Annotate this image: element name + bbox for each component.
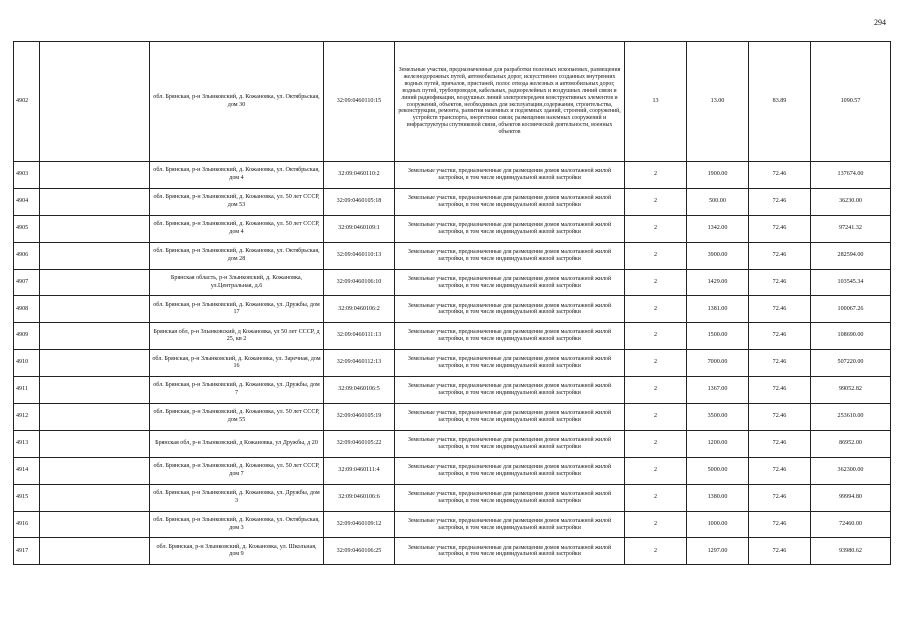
cadastral-value-cell: 507220.00 xyxy=(811,350,891,377)
rate-cell: 72.46 xyxy=(749,377,811,404)
cadastral-value-cell: 97241.32 xyxy=(811,215,891,242)
area-cell: 1297.00 xyxy=(687,538,749,565)
page-number: 294 xyxy=(874,18,886,27)
category-cell: 2 xyxy=(625,162,687,189)
cadastral-number-cell: 32:09:0460109:1 xyxy=(324,215,395,242)
table-row xyxy=(14,215,891,242)
rate-cell: 72.46 xyxy=(749,188,811,215)
table-row xyxy=(14,430,891,457)
area-cell: 7000.00 xyxy=(687,350,749,377)
address-cell: Брянская обл, р-н Злынковский, д Кожановка, ул 50 лет СССР, д 25, кв 2 xyxy=(150,323,324,350)
empty-cell xyxy=(40,404,150,431)
table-row xyxy=(14,162,891,189)
address-cell: обл. Брянская, р-н Злынковский, д. Кожановка, ул. Октябрьская, дом 30 xyxy=(150,42,324,162)
cadastral-value-cell: 137674.00 xyxy=(811,162,891,189)
cadastral-number-cell: 32:09:0460105:18 xyxy=(324,188,395,215)
category-cell: 2 xyxy=(625,269,687,296)
empty-cell xyxy=(40,538,150,565)
land-use-cell: Земельные участки, предназначенные для размещения домов малоэтажной жилой застройки, в том числе индивидуальной жилой застройки xyxy=(395,296,625,323)
land-register-table xyxy=(13,41,891,565)
category-cell: 2 xyxy=(625,215,687,242)
cadastral-number-cell: 32:09:0460110:13 xyxy=(324,242,395,269)
row-number: 4910 xyxy=(14,350,40,377)
area-cell: 1380.00 xyxy=(687,484,749,511)
category-cell: 2 xyxy=(625,350,687,377)
land-use-cell: Земельные участки, предназначенные для размещения домов малоэтажной жилой застройки, в том числе индивидуальной жилой застройки xyxy=(395,215,625,242)
area-cell: 5000.00 xyxy=(687,457,749,484)
empty-cell xyxy=(40,42,150,162)
cadastral-value-cell: 36230.00 xyxy=(811,188,891,215)
table-row xyxy=(14,269,891,296)
area-cell: 1000.00 xyxy=(687,511,749,538)
category-cell: 2 xyxy=(625,511,687,538)
empty-cell xyxy=(40,269,150,296)
address-cell: Брянская область, р-н Злынковский, д. Кожановка, ул.Центральная, д.6 xyxy=(150,269,324,296)
table-row xyxy=(14,511,891,538)
cadastral-value-cell: 86952.00 xyxy=(811,430,891,457)
cadastral-number-cell: 32:09:0460112:13 xyxy=(324,350,395,377)
rate-cell: 72.46 xyxy=(749,457,811,484)
address-cell: обл. Брянская, р-н Злынковский, д. Кожановка, ул. Дружбы, дом 7 xyxy=(150,377,324,404)
table-row xyxy=(14,188,891,215)
cadastral-value-cell: 108690.00 xyxy=(811,323,891,350)
area-cell: 3500.00 xyxy=(687,404,749,431)
land-use-cell: Земельные участки, предназначенные для размещения домов малоэтажной жилой застройки, в том числе индивидуальной жилой застройки xyxy=(395,430,625,457)
rate-cell: 72.46 xyxy=(749,511,811,538)
address-cell: обл. Брянская, р-н Злынковский, д. Кожановка, ул. 50 лет СССР, дом 7 xyxy=(150,457,324,484)
rate-cell: 72.46 xyxy=(749,323,811,350)
empty-cell xyxy=(40,430,150,457)
area-cell: 1200.00 xyxy=(687,430,749,457)
area-cell: 1367.00 xyxy=(687,377,749,404)
area-cell: 1381.00 xyxy=(687,296,749,323)
rate-cell: 72.46 xyxy=(749,269,811,296)
rate-cell: 72.46 xyxy=(749,242,811,269)
empty-cell xyxy=(40,323,150,350)
land-use-cell: Земельные участки, предназначенные для размещения домов малоэтажной жилой застройки, в том числе индивидуальной жилой застройки xyxy=(395,188,625,215)
area-cell: 1342.00 xyxy=(687,215,749,242)
land-use-cell: Земельные участки, предназначенные для размещения домов малоэтажной жилой застройки, в том числе индивидуальной жилой застройки xyxy=(395,323,625,350)
category-cell: 13 xyxy=(625,42,687,162)
cadastral-value-cell: 1090.57 xyxy=(811,42,891,162)
land-use-cell: Земельные участки, предназначенные для размещения домов малоэтажной жилой застройки, в том числе индивидуальной жилой застройки xyxy=(395,350,625,377)
land-use-cell: Земельные участки, предназначенные для размещения домов малоэтажной жилой застройки, в том числе индивидуальной жилой застройки xyxy=(395,457,625,484)
address-cell: обл. Брянская, р-н Злынковский, д. Кожановка, ул. Школьная, дом 9 xyxy=(150,538,324,565)
cadastral-number-cell: 32:09:0460106:5 xyxy=(324,377,395,404)
empty-cell xyxy=(40,242,150,269)
empty-cell xyxy=(40,215,150,242)
cadastral-number-cell: 32:09:0460105:22 xyxy=(324,430,395,457)
empty-cell xyxy=(40,457,150,484)
cadastral-number-cell: 32:09:0460106:2 xyxy=(324,296,395,323)
cadastral-value-cell: 253610.00 xyxy=(811,404,891,431)
cadastral-number-cell: 32:09:0460110:15 xyxy=(324,42,395,162)
address-cell: обл. Брянская, р-н Злынковский, д. Кожановка, ул. Дружбы, дом 17 xyxy=(150,296,324,323)
table-row xyxy=(14,42,891,162)
address-cell: обл. Брянская, р-н Злынковский, д. Кожановка, ул. 50 лет СССР, дом 55 xyxy=(150,404,324,431)
row-number: 4902 xyxy=(14,42,40,162)
row-number: 4913 xyxy=(14,430,40,457)
cadastral-number-cell: 32:09:0460106:6 xyxy=(324,484,395,511)
table-row xyxy=(14,484,891,511)
cadastral-number-cell: 32:09:0460105:19 xyxy=(324,404,395,431)
address-cell: обл. Брянская, р-н Злынковский, д. Кожановка, ул. Октябрьская, дом 28 xyxy=(150,242,324,269)
table-row xyxy=(14,457,891,484)
category-cell: 2 xyxy=(625,430,687,457)
row-number: 4909 xyxy=(14,323,40,350)
land-use-cell: Земельные участки, предназначенные для размещения домов малоэтажной жилой застройки, в том числе индивидуальной жилой застройки xyxy=(395,269,625,296)
area-cell: 3900.00 xyxy=(687,242,749,269)
cadastral-value-cell: 362300.00 xyxy=(811,457,891,484)
category-cell: 2 xyxy=(625,538,687,565)
cadastral-number-cell: 32:09:0460109:12 xyxy=(324,511,395,538)
rate-cell: 72.46 xyxy=(749,538,811,565)
table-row xyxy=(14,296,891,323)
land-use-cell: Земельные участки, предназначенные для размещения домов малоэтажной жилой застройки, в том числе индивидуальной жилой застройки xyxy=(395,484,625,511)
address-cell: обл. Брянская, р-н Злынковский, д. Кожановка, ул. Дружбы, дом 3 xyxy=(150,484,324,511)
cadastral-number-cell: 32:09:0460111:13 xyxy=(324,323,395,350)
cadastral-number-cell: 32:09:0460111:4 xyxy=(324,457,395,484)
land-use-cell: Земельные участки, предназначенные для размещения домов малоэтажной жилой застройки, в том числе индивидуальной жилой застройки xyxy=(395,404,625,431)
empty-cell xyxy=(40,350,150,377)
row-number: 4914 xyxy=(14,457,40,484)
area-cell: 500.00 xyxy=(687,188,749,215)
cadastral-value-cell: 93980.62 xyxy=(811,538,891,565)
rate-cell: 72.46 xyxy=(749,215,811,242)
cadastral-value-cell: 99994.80 xyxy=(811,484,891,511)
cadastral-number-cell: 32:09:0460106:25 xyxy=(324,538,395,565)
address-cell: обл. Брянская, р-н Злынковский, д. Кожановка, ул. Заречная, дом 16 xyxy=(150,350,324,377)
table-row xyxy=(14,377,891,404)
cadastral-value-cell: 100067.26 xyxy=(811,296,891,323)
cadastral-number-cell: 32:09:0460110:2 xyxy=(324,162,395,189)
row-number: 4905 xyxy=(14,215,40,242)
row-number: 4912 xyxy=(14,404,40,431)
cadastral-number-cell: 32:09:0460106:10 xyxy=(324,269,395,296)
category-cell: 2 xyxy=(625,188,687,215)
table-row xyxy=(14,538,891,565)
category-cell: 2 xyxy=(625,484,687,511)
category-cell: 2 xyxy=(625,323,687,350)
row-number: 4915 xyxy=(14,484,40,511)
land-use-cell: Земельные участки, предназначенные для разработки полезных ископаемых, размещения железнодорожных путей, автомобильных дорог, искусственно созданных внутренних водных путей, причалов, пристаней, полос отвода железных и автомобильных дорог, водных путей, трубопроводов, кабельных, радиорелейных и воздушных линий связи и линий радиофикации, воздушных линий электропередачи конструктивных элементов и сооружений, объектов, необходимых для эксплуатации,содержания, строительства, реконструкции, ремонта, развития наземных и подземных зданий, строений, сооружений, устройств транспорта, энергетики связи; размещения наземных сооружений и инфраструктуры спутниковой связи, объектов космической деятельности, военных объектов xyxy=(395,42,625,162)
area-cell: 13.00 xyxy=(687,42,749,162)
land-use-cell: Земельные участки, предназначенные для размещения домов малоэтажной жилой застройки, в том числе индивидуальной жилой застройки xyxy=(395,162,625,189)
category-cell: 2 xyxy=(625,242,687,269)
land-use-cell: Земельные участки, предназначенные для размещения домов малоэтажной жилой застройки, в том числе индивидуальной жилой застройки xyxy=(395,377,625,404)
table-row xyxy=(14,350,891,377)
area-cell: 1500.00 xyxy=(687,323,749,350)
cadastral-value-cell: 99052.82 xyxy=(811,377,891,404)
land-use-cell: Земельные участки, предназначенные для размещения домов малоэтажной жилой застройки, в том числе индивидуальной жилой застройки xyxy=(395,511,625,538)
address-cell: обл. Брянская, р-н Злынковский, д. Кожановка, ул. 50 лет СССР, дом 4 xyxy=(150,215,324,242)
area-cell: 1429.00 xyxy=(687,269,749,296)
category-cell: 2 xyxy=(625,404,687,431)
land-use-cell: Земельные участки, предназначенные для размещения домов малоэтажной жилой застройки, в том числе индивидуальной жилой застройки xyxy=(395,242,625,269)
area-cell: 1900.00 xyxy=(687,162,749,189)
empty-cell xyxy=(40,484,150,511)
row-number: 4911 xyxy=(14,377,40,404)
rate-cell: 72.46 xyxy=(749,404,811,431)
category-cell: 2 xyxy=(625,457,687,484)
row-number: 4903 xyxy=(14,162,40,189)
category-cell: 2 xyxy=(625,296,687,323)
row-number: 4904 xyxy=(14,188,40,215)
empty-cell xyxy=(40,188,150,215)
cadastral-value-cell: 72460.00 xyxy=(811,511,891,538)
address-cell: обл. Брянская, р-н Злынковский, д. Кожановка, ул. 50 лет СССР, дом 53 xyxy=(150,188,324,215)
rate-cell: 72.46 xyxy=(749,484,811,511)
category-cell: 2 xyxy=(625,377,687,404)
rate-cell: 72.46 xyxy=(749,430,811,457)
table-row xyxy=(14,242,891,269)
rate-cell: 72.46 xyxy=(749,296,811,323)
address-cell: Брянская обл, р-н Злынковский, д Кожановка, ул Дружбы, д 20 xyxy=(150,430,324,457)
rate-cell: 72.46 xyxy=(749,350,811,377)
row-number: 4906 xyxy=(14,242,40,269)
address-cell: обл. Брянская, р-н Злынковский, д. Кожановка, ул. Октябрьская, дом 3 xyxy=(150,511,324,538)
row-number: 4907 xyxy=(14,269,40,296)
empty-cell xyxy=(40,162,150,189)
empty-cell xyxy=(40,511,150,538)
rate-cell: 83.89 xyxy=(749,42,811,162)
table-row xyxy=(14,323,891,350)
row-number: 4916 xyxy=(14,511,40,538)
table-row xyxy=(14,404,891,431)
cadastral-value-cell: 103545.34 xyxy=(811,269,891,296)
address-cell: обл. Брянская, р-н Злынковский, д. Кожановка, ул. Октябрьская, дом 4 xyxy=(150,162,324,189)
empty-cell xyxy=(40,377,150,404)
land-use-cell: Земельные участки, предназначенные для размещения домов малоэтажной жилой застройки, в том числе индивидуальной жилой застройки xyxy=(395,538,625,565)
row-number: 4917 xyxy=(14,538,40,565)
row-number: 4908 xyxy=(14,296,40,323)
cadastral-value-cell: 282594.00 xyxy=(811,242,891,269)
rate-cell: 72.46 xyxy=(749,162,811,189)
empty-cell xyxy=(40,296,150,323)
